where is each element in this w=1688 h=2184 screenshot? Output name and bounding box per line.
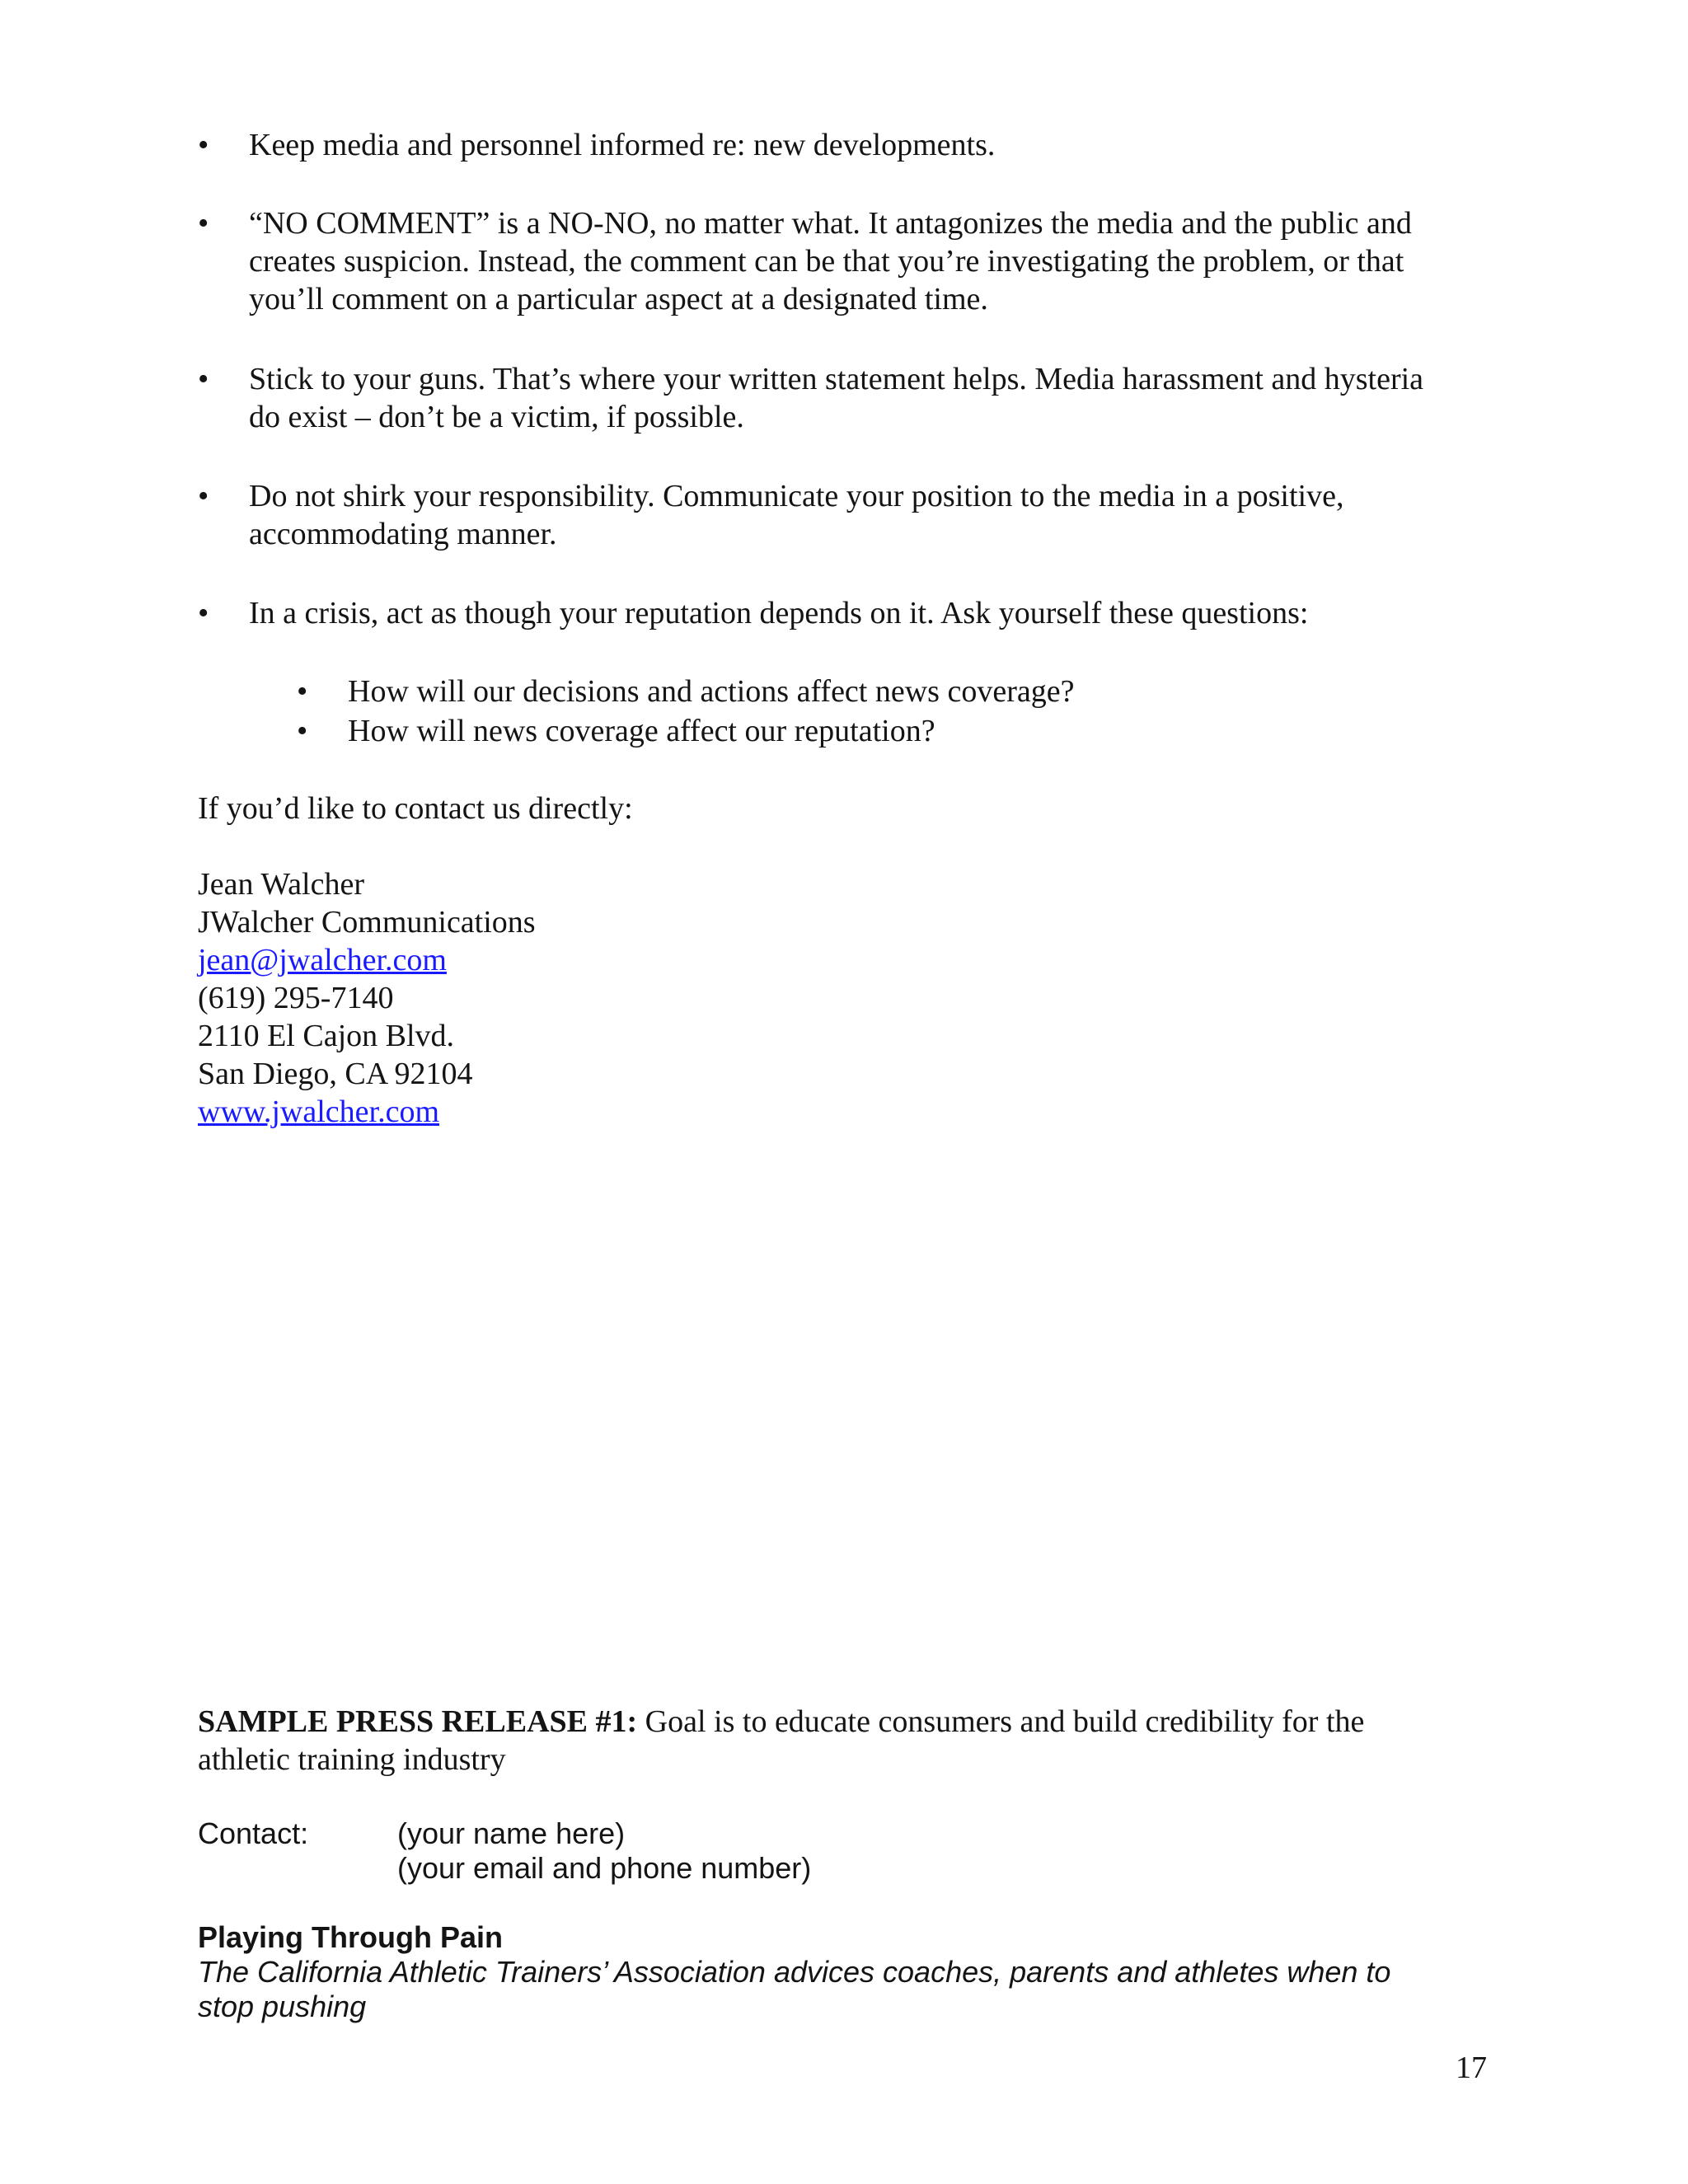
contact-website-link[interactable]: www.jwalcher.com (198, 1094, 439, 1129)
contact-block (198, 865, 940, 1131)
press-release-goal-line2: athletic training industry (198, 1742, 506, 1777)
bullet-icon: • (198, 362, 209, 396)
contact-name: Jean Walcher (198, 867, 364, 902)
bullet-text (249, 204, 1518, 318)
contact-address-line1: 2110 El Cajon Blvd. (198, 1019, 455, 1053)
bullet-text (249, 594, 1518, 632)
bullet-icon: • (297, 714, 308, 748)
bullet-line: you’ll comment on a particular aspect at a designated time. (249, 282, 988, 316)
bullet-line: In a crisis, act as though your reputation depends on it. Ask yourself these questions: (249, 596, 1309, 630)
bullet-icon: • (297, 674, 308, 709)
bullet-line: do exist – don’t be a victim, if possible. (249, 400, 744, 434)
contact-address-line2: San Diego, CA 92104 (198, 1057, 473, 1091)
bullet-text (249, 477, 1518, 553)
press-release-contact-details: (your email and phone number) (397, 1851, 812, 1885)
contact-phone: (619) 295-7140 (198, 981, 394, 1015)
contact-email-link[interactable]: jean@jwalcher.com (198, 943, 447, 977)
press-release-goal: Goal is to educate consumers and build credibility for the (637, 1704, 1365, 1739)
press-release-label: SAMPLE PRESS RELEASE #1: (198, 1704, 638, 1739)
bullet-icon: • (198, 596, 209, 630)
bullet-line: creates suspicion. Instead, the comment can be that you’re investigating the problem, or that (249, 244, 1404, 279)
sub-bullet-text: How will our decisions and actions affect news coverage? (348, 674, 1075, 709)
bullet-line: “NO COMMENT” is a NO-NO, no matter what. It antagonizes the media and the public and (249, 206, 1412, 241)
press-release-contact (397, 1816, 811, 1886)
press-release-subtitle (198, 1955, 1517, 2024)
bullet-icon: • (198, 479, 209, 513)
press-release-title: Playing Through Pain (198, 1920, 504, 1954)
bullet-line: accommodating manner. (249, 517, 557, 551)
page-number: 17 (1456, 2050, 1487, 2085)
bullet-icon: • (198, 128, 209, 162)
bullet-line: Do not shirk your responsibility. Communicate your position to the media in a positive, (249, 479, 1344, 513)
press-release-subtitle-line2: stop pushing (198, 1990, 367, 2023)
press-release-contact-label: Contact: (198, 1816, 309, 1850)
bullet-text (249, 360, 1518, 436)
sub-bullet-text: How will news coverage affect our reputation? (348, 714, 935, 748)
bullet-line: Keep media and personnel informed re: new developments. (249, 128, 996, 162)
bullet-text (249, 126, 1518, 164)
contact-company: JWalcher Communications (198, 905, 536, 940)
press-release-heading (198, 1703, 1517, 1779)
contact-intro: If you’d like to contact us directly: (198, 791, 633, 826)
bullet-icon: • (198, 206, 209, 241)
press-release-subtitle-line1: The California Athletic Trainers’ Association advices coaches, parents and athletes when to (198, 1955, 1391, 1989)
bullet-line: Stick to your guns. That’s where your written statement helps. Media harassment and hysteria (249, 362, 1424, 396)
press-release-contact-name: (your name here) (397, 1816, 626, 1850)
